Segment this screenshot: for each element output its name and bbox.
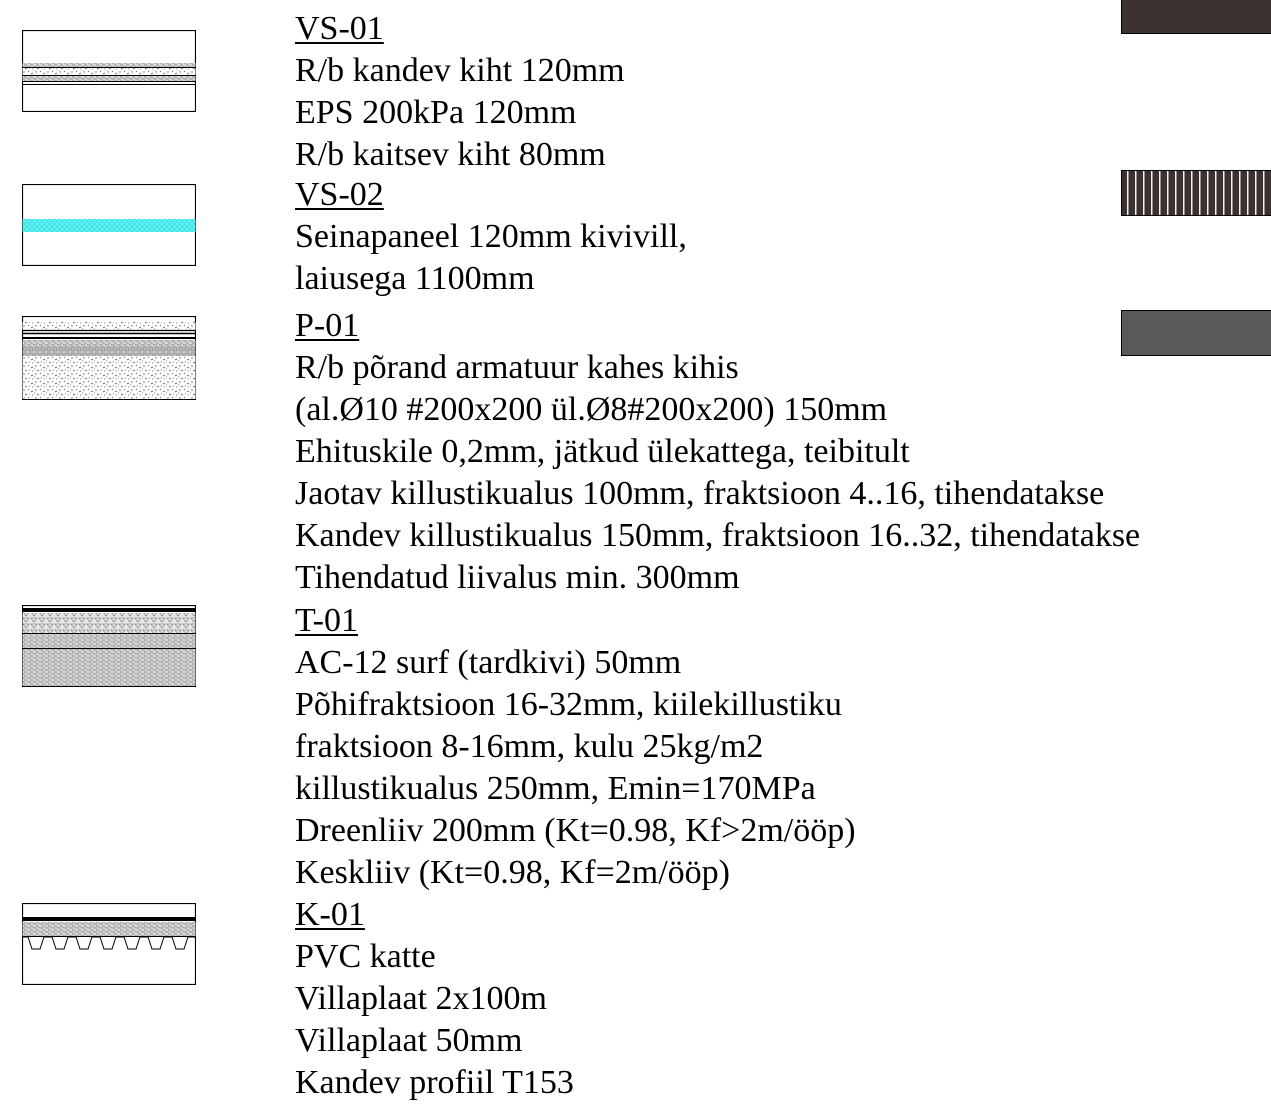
entry-line: Põhifraktsioon 16-32mm, kiilekillustiku bbox=[295, 686, 842, 723]
symbol-p-01 bbox=[22, 316, 196, 400]
entry-line: R/b kaitsev kiht 80mm bbox=[295, 136, 606, 173]
symbol-k-01 bbox=[22, 903, 196, 985]
entry-line: killustikualus 250mm, Emin=170MPa bbox=[295, 770, 816, 807]
entry-code: K-01 bbox=[295, 896, 365, 933]
entry-line: Villaplaat 2x100m bbox=[295, 980, 547, 1017]
material-swatch-dark bbox=[1121, 0, 1271, 34]
legend-entry-vs-01 bbox=[295, 8, 625, 176]
entry-line: Keskliiv (Kt=0.98, Kf=2m/ööp) bbox=[295, 854, 730, 891]
entry-code: T-01 bbox=[295, 602, 358, 639]
legend-entry-vs-02 bbox=[295, 174, 687, 300]
entry-line: Dreenliiv 200mm (Kt=0.98, Kf>2m/ööp) bbox=[295, 812, 856, 849]
legend-entry-k-01 bbox=[295, 894, 574, 1104]
symbol-vs-02 bbox=[22, 184, 196, 266]
entry-code: VS-01 bbox=[295, 10, 384, 47]
entry-code: VS-02 bbox=[295, 176, 384, 213]
entry-line: Villaplaat 50mm bbox=[295, 1022, 523, 1059]
entry-line: R/b kandev kiht 120mm bbox=[295, 52, 625, 89]
legend-entry-p-01 bbox=[295, 305, 1140, 599]
material-swatch-grey bbox=[1121, 310, 1271, 356]
entry-line: Kandev profiil T153 bbox=[295, 1064, 574, 1101]
entry-line: fraktsioon 8-16mm, kulu 25kg/m2 bbox=[295, 728, 764, 765]
entry-line: R/b põrand armatuur kahes kihis bbox=[295, 349, 739, 386]
symbol-vs-01 bbox=[22, 30, 196, 112]
entry-line: Seinapaneel 120mm kivivill, bbox=[295, 218, 687, 255]
material-swatch-striped bbox=[1121, 170, 1271, 216]
entry-line: Ehituskile 0,2mm, jätkud ülekattega, teibitult bbox=[295, 433, 910, 470]
entry-line: (al.Ø10 #200x200 ül.Ø8#200x200) 150mm bbox=[295, 391, 888, 428]
entry-line: EPS 200kPa 120mm bbox=[295, 94, 577, 131]
entry-line: Tihendatud liivalus min. 300mm bbox=[295, 559, 740, 596]
legend-entry-t-01 bbox=[295, 600, 856, 894]
entry-line: Kandev killustikualus 150mm, fraktsioon 16..32, tihendatakse bbox=[295, 517, 1141, 554]
entry-line: AC-12 surf (tardkivi) 50mm bbox=[295, 644, 682, 681]
entry-line: Jaotav killustikualus 100mm, fraktsioon 4..16, tihendatakse bbox=[295, 475, 1105, 512]
entry-line: PVC katte bbox=[295, 938, 436, 975]
entry-code: P-01 bbox=[295, 307, 360, 344]
symbol-t-01 bbox=[22, 605, 196, 687]
entry-line: laiusega 1100mm bbox=[295, 260, 535, 297]
